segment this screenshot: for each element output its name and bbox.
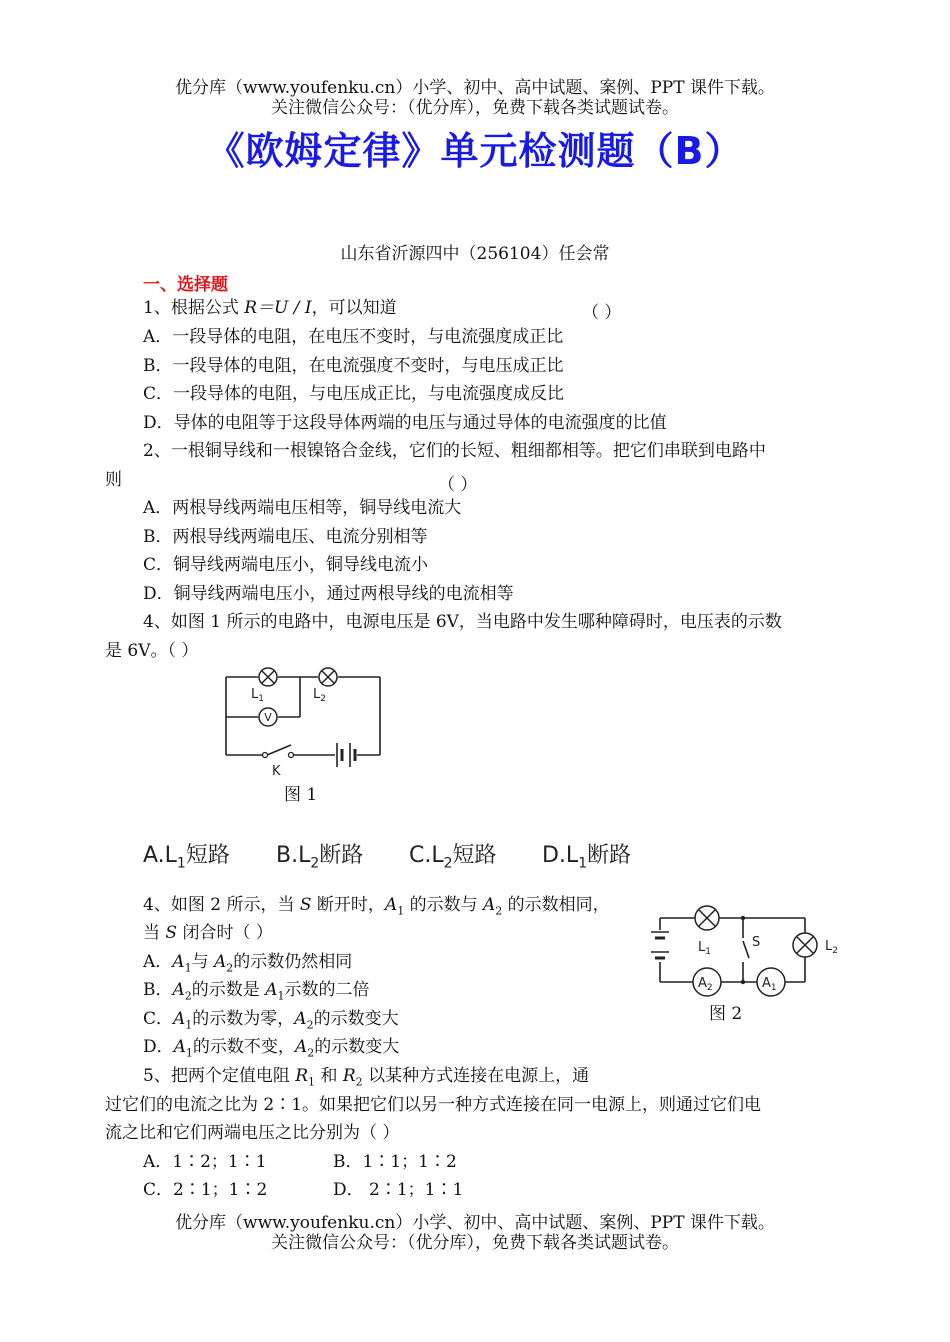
circuit-figure-2 [645, 900, 855, 1000]
label-l2: $L_2$ [313, 687, 326, 704]
q1-option-c: C．一段导体的电阻，与电压成正比，与电流强度成反比 [143, 384, 565, 404]
q5-option-d: D． 2∶1；1∶1 [333, 1180, 464, 1200]
q4a-choice-c: $C.L_2$短路 [409, 843, 497, 872]
q5-option-b: B．1∶1；1∶2 [333, 1152, 457, 1172]
figure-2-caption: 图 2 [709, 1004, 743, 1024]
question-1-stem [143, 298, 397, 318]
question-4b-stem-cont: 当 S 闭合时（ ） [143, 923, 273, 943]
question-4a-stem-cont: 是 6V。（ ） [105, 641, 199, 661]
header-line-1: 优分库（www.youfenku.cn）小学、初中、高中试题、案例、PPT 课件下载。 [175, 78, 775, 98]
question-5-stem-2: 过它们的电流之比为 2∶1。如果把它们以另一种方式连接在同一电源上，则通过它们电 [105, 1095, 762, 1115]
q4b-option-d: D．$A_1$的示数不变，$A_2$的示数变大 [143, 1037, 400, 1060]
q4a-choice-a: $A.L_1$短路 [143, 843, 230, 872]
voltmeter-label: V [264, 711, 272, 724]
q2-option-c: C．铜导线两端电压小，铜导线电流小 [143, 555, 429, 575]
q2-option-d: D．铜导线两端电压小，通过两根导线的电流相等 [143, 584, 514, 604]
q4a-choice-b: $B.L_2$断路 [276, 843, 364, 872]
label-s: S [752, 935, 761, 950]
question-2-stem-cont: 则 [105, 470, 122, 490]
q1-answer-bracket: （ ） [582, 303, 622, 323]
question-5-stem-3: 流之比和它们两端电压之比分别为（ ） [105, 1123, 400, 1143]
label-l1: $L_1$ [251, 687, 264, 704]
q1-option-d: D．导体的电阻等于这段导体两端的电压与通过导体的电流强度的比值 [143, 413, 667, 433]
question-5-stem: 5、把两个定值电阻 $R_1$ 和 $R_2$ 以某种方式连接在电源上，通 [143, 1066, 590, 1089]
switch-icon [263, 753, 294, 758]
figure-1-caption: 图 1 [284, 785, 318, 805]
label-k: K [272, 764, 281, 779]
label-l2: $L_2$ [825, 939, 838, 956]
footer-line-2: 关注微信公众号：（优分库），免费下载各类试题试卷。 [271, 1233, 679, 1253]
question-4a-stem: 4、如图 1 所示的电路中，电源电压是 6V，当电路中发生哪种障碍时，电压表的示数 [143, 612, 782, 632]
q2-option-a: A．两根导线两端电压相等，铜导线电流大 [143, 498, 462, 518]
q1-option-b: B．一段导体的电阻，在电流强度不变时，与电压成正比 [143, 356, 564, 376]
q4b-option-b: B．$A_2$的示数是 $A_1$示数的二倍 [143, 980, 370, 1003]
battery-icon [651, 932, 669, 958]
q5-option-a: A．1∶2；1∶1 [143, 1152, 267, 1172]
q4b-option-c: C．$A_1$的示数为零，$A_2$的示数变大 [143, 1009, 399, 1032]
q4a-choice-d: $D.L_1$断路 [542, 843, 632, 872]
q2-answer-bracket: （ ） [438, 475, 478, 495]
battery-icon [337, 743, 355, 767]
lamp-l2-icon [319, 668, 337, 686]
lamp-l2-icon [793, 933, 817, 957]
q5-option-c: C．2∶1；1∶2 [143, 1180, 268, 1200]
page-title: 《欧姆定律》单元检测题（B） [206, 129, 744, 173]
author-line: 山东省沂源四中（256104）任会常 [340, 244, 610, 264]
q1-suffix: ，可以知道 [311, 298, 397, 318]
q2-option-b: B．两根导线两端电压、电流分别相等 [143, 527, 428, 547]
q4b-option-a: A．$A_1$与 $A_2$的示数仍然相同 [143, 952, 353, 975]
question-4b-stem: 4、如图 2 所示，当 S 断开时，$A_1$ 的示数与 $A_2$ 的示数相同， [143, 895, 610, 918]
q1-option-a: A．一段导体的电阻，在电压不变时，与电流强度成正比 [143, 327, 564, 347]
question-2-stem: 2、一根铜导线和一根镍铬合金线，它们的长短、粗细都相等。把它们串联到电路中 [143, 441, 766, 461]
q1-formula: R＝U / I [244, 298, 312, 318]
footer-line-1: 优分库（www.youfenku.cn）小学、初中、高中试题、案例、PPT 课件下载。 [175, 1213, 775, 1233]
lamp-l1-icon [695, 906, 719, 930]
section-heading: 一、选择题 [143, 275, 228, 295]
label-l1: $L_1$ [698, 940, 711, 957]
label-a2: $A_2$ [698, 976, 713, 993]
lamp-l1-icon [259, 668, 277, 686]
label-a1: $A_1$ [762, 976, 777, 993]
q1-prefix: 1、根据公式 [143, 298, 245, 318]
header-line-2: 关注微信公众号：（优分库），免费下载各类试题试卷。 [271, 98, 679, 118]
